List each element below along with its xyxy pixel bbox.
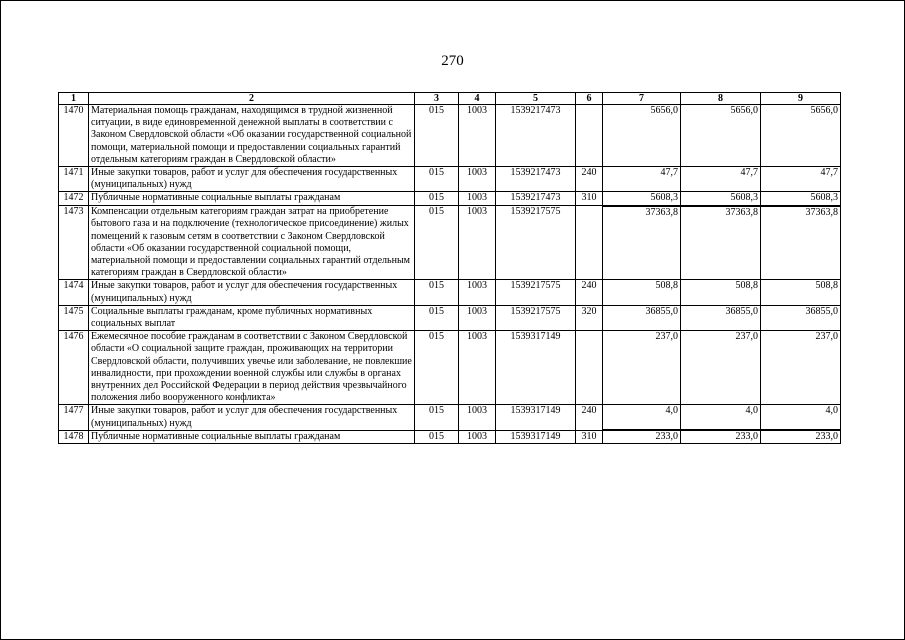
table-row <box>59 331 841 405</box>
table-row <box>59 192 841 206</box>
cell-col7: 37363,8 <box>603 206 681 280</box>
column-header: 2 <box>89 93 415 105</box>
cell-col3: 015 <box>415 430 459 444</box>
cell-col4: 1003 <box>459 305 496 330</box>
cell-col9: 47,7 <box>761 167 841 192</box>
row-number: 1478 <box>59 430 89 444</box>
cell-col8: 508,8 <box>681 280 761 305</box>
row-name: Иные закупки товаров, работ и услуг для обеспечения государственных (муниципальных) нужд <box>89 280 415 305</box>
table-row <box>59 430 841 444</box>
row-number: 1470 <box>59 105 89 167</box>
row-name: Публичные нормативные социальные выплаты гражданам <box>89 192 415 206</box>
cell-col4: 1003 <box>459 105 496 167</box>
row-name: Иные закупки товаров, работ и услуг для обеспечения государственных (муниципальных) нужд <box>89 405 415 430</box>
cell-col3: 015 <box>415 167 459 192</box>
cell-col9: 36855,0 <box>761 305 841 330</box>
cell-col3: 015 <box>415 331 459 405</box>
table-row <box>59 280 841 305</box>
row-number: 1473 <box>59 206 89 280</box>
cell-col6 <box>576 105 603 167</box>
cell-col7: 47,7 <box>603 167 681 192</box>
column-header: 6 <box>576 93 603 105</box>
cell-col3: 015 <box>415 105 459 167</box>
cell-col4: 1003 <box>459 206 496 280</box>
cell-col4: 1003 <box>459 167 496 192</box>
cell-col7: 4,0 <box>603 405 681 430</box>
cell-col8: 5656,0 <box>681 105 761 167</box>
table-row <box>59 305 841 330</box>
cell-col3: 015 <box>415 280 459 305</box>
cell-col5: 1539217575 <box>496 280 576 305</box>
cell-col5: 1539217575 <box>496 206 576 280</box>
cell-col6: 310 <box>576 430 603 444</box>
budget-table <box>58 92 841 444</box>
cell-col5: 1539217575 <box>496 305 576 330</box>
cell-col4: 1003 <box>459 430 496 444</box>
table-header-row <box>59 93 841 105</box>
row-name: Компенсации отдельным категориям граждан затрат на приобретение бытового газа и на подключение (технологическое присоединение) жилых помещений к газовым сетям в соответствии с Законом Свердловской области «Об оказании государственной социальной помощи, материальной помощи и предоставлении социальных гарантий отдельным категориям граждан в Свердловской области» <box>89 206 415 280</box>
cell-col8: 47,7 <box>681 167 761 192</box>
cell-col3: 015 <box>415 192 459 206</box>
cell-col8: 36855,0 <box>681 305 761 330</box>
cell-col5: 1539317149 <box>496 331 576 405</box>
cell-col6: 320 <box>576 305 603 330</box>
cell-col3: 015 <box>415 305 459 330</box>
row-number: 1474 <box>59 280 89 305</box>
cell-col9: 237,0 <box>761 331 841 405</box>
cell-col8: 233,0 <box>681 430 761 444</box>
row-name: Публичные нормативные социальные выплаты гражданам <box>89 430 415 444</box>
row-name: Ежемесячное пособие гражданам в соответствии с Законом Свердловской области «О социальной защите граждан, проживающих на территории Свердловской области, получивших увечье или заболевание, не повлекшие инвалидности, при прохождении военной службы или службы в органах внутренних дел Российской Федерации в период действия чрезвычайного положения либо вооруженного конфликта» <box>89 331 415 405</box>
cell-col7: 5608,3 <box>603 192 681 206</box>
row-name: Иные закупки товаров, работ и услуг для обеспечения государственных (муниципальных) нужд <box>89 167 415 192</box>
cell-col7: 233,0 <box>603 430 681 444</box>
cell-col9: 5656,0 <box>761 105 841 167</box>
cell-col9: 4,0 <box>761 405 841 430</box>
table-row <box>59 405 841 430</box>
column-header: 5 <box>496 93 576 105</box>
column-header: 9 <box>761 93 841 105</box>
cell-col8: 37363,8 <box>681 206 761 280</box>
row-number: 1472 <box>59 192 89 206</box>
table-row <box>59 206 841 280</box>
cell-col9: 37363,8 <box>761 206 841 280</box>
row-name: Материальная помощь гражданам, находящимся в трудной жизненной ситуации, в виде единовременной денежной выплаты в соответствии с Законом Свердловской области «Об оказании государственной социальной помощи, материальной помощи и предоставлении социальных гарантий отдельным категориям граждан в Свердловской области» <box>89 105 415 167</box>
cell-col6 <box>576 206 603 280</box>
column-header: 8 <box>681 93 761 105</box>
row-number: 1477 <box>59 405 89 430</box>
cell-col9: 233,0 <box>761 430 841 444</box>
cell-col9: 5608,3 <box>761 192 841 206</box>
cell-col4: 1003 <box>459 280 496 305</box>
cell-col6: 310 <box>576 192 603 206</box>
table-row <box>59 105 841 167</box>
page-number: 270 <box>441 53 464 69</box>
cell-col6: 240 <box>576 405 603 430</box>
cell-col7: 508,8 <box>603 280 681 305</box>
cell-col5: 1539317149 <box>496 430 576 444</box>
cell-col3: 015 <box>415 206 459 280</box>
cell-col6 <box>576 331 603 405</box>
cell-col5: 1539217473 <box>496 105 576 167</box>
cell-col9: 508,8 <box>761 280 841 305</box>
table-row <box>59 167 841 192</box>
column-header: 1 <box>59 93 89 105</box>
cell-col5: 1539217473 <box>496 192 576 206</box>
row-number: 1475 <box>59 305 89 330</box>
row-name: Социальные выплаты гражданам, кроме публичных нормативных социальных выплат <box>89 305 415 330</box>
cell-col4: 1003 <box>459 331 496 405</box>
cell-col7: 237,0 <box>603 331 681 405</box>
cell-col4: 1003 <box>459 192 496 206</box>
column-header: 4 <box>459 93 496 105</box>
cell-col7: 36855,0 <box>603 305 681 330</box>
row-number: 1476 <box>59 331 89 405</box>
cell-col5: 1539317149 <box>496 405 576 430</box>
column-header: 3 <box>415 93 459 105</box>
cell-col8: 5608,3 <box>681 192 761 206</box>
cell-col7: 5656,0 <box>603 105 681 167</box>
column-header: 7 <box>603 93 681 105</box>
cell-col3: 015 <box>415 405 459 430</box>
cell-col5: 1539217473 <box>496 167 576 192</box>
cell-col4: 1003 <box>459 405 496 430</box>
cell-col8: 237,0 <box>681 331 761 405</box>
cell-col8: 4,0 <box>681 405 761 430</box>
cell-col6: 240 <box>576 280 603 305</box>
row-number: 1471 <box>59 167 89 192</box>
cell-col6: 240 <box>576 167 603 192</box>
